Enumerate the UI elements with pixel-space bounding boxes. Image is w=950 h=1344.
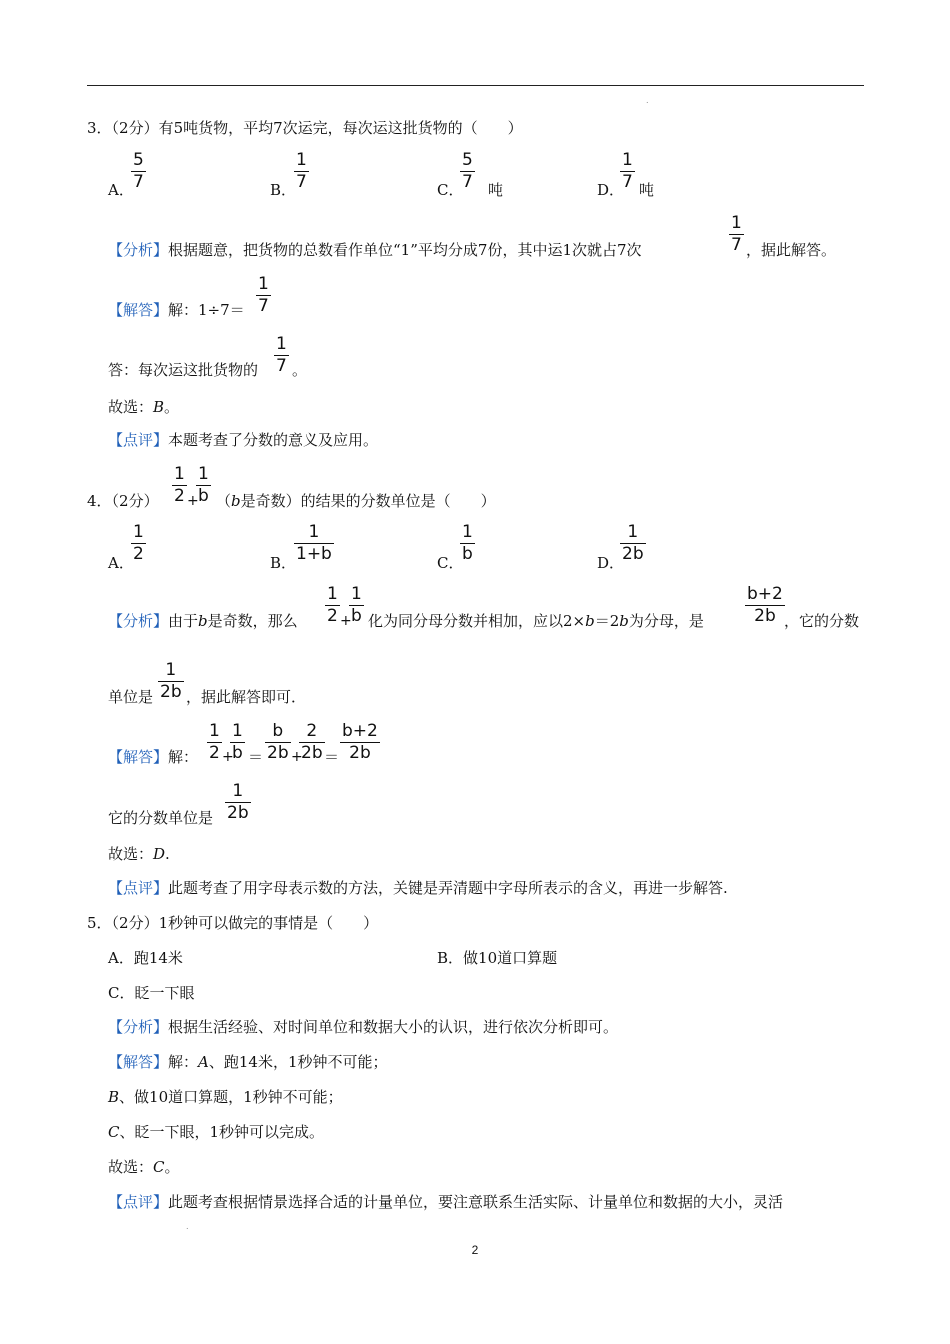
answer-letter-c: C [108, 1123, 120, 1141]
q4-analysis-fraction-2 [349, 585, 364, 626]
footer-dot: . [186, 1222, 189, 1231]
answer-text-a: 、跑14米，1秒钟不可能； [208, 1053, 388, 1071]
q4-option-d-label: D． [597, 554, 625, 572]
q3-option-d-unit: 吨 [639, 181, 655, 199]
q4-analysis-middle [368, 611, 704, 631]
choice-letter: D [153, 845, 166, 863]
comment-text: 本题考查了分数的意义及应用。 [168, 431, 379, 449]
numerator: 5 [462, 150, 473, 170]
analysis-text: 根据生活经验、对时间单位和数据大小的认识，进行依次分析即可。 [168, 1018, 619, 1036]
denominator: 2b [754, 606, 776, 626]
q4-option-a-fraction [131, 523, 146, 564]
q4-unit-text: 单位是 [108, 688, 154, 706]
answer-letter-b: B [108, 1088, 120, 1106]
comment-tag: 【点评】 [108, 431, 169, 449]
q4-unit-answer-text: 它的分数单位是 [108, 809, 214, 827]
denominator: 7 [731, 235, 742, 255]
q4-choice [108, 844, 170, 864]
comment-tag: 【点评】 [108, 1193, 169, 1211]
numerator: b+2 [342, 721, 378, 741]
q3-answer-fraction [256, 275, 271, 316]
answer-text: 解：1÷7＝ [168, 301, 245, 319]
numerator: 1 [174, 464, 185, 484]
q5-stem: 5．（2分）1秒钟可以做完的事情是（ ） [87, 914, 379, 932]
denominator: 2b [349, 743, 371, 763]
answer-letter-a: A [198, 1053, 209, 1071]
q4-answer [108, 747, 198, 767]
q3-analysis-tail: ，据此解答。 [746, 241, 837, 259]
analysis-tag: 【分析】 [108, 1018, 169, 1036]
q3-option-a-label: A． [108, 181, 134, 199]
header-dot: . [646, 96, 649, 105]
q3-option-c-fraction [460, 151, 475, 192]
denominator: 1+b [296, 544, 332, 564]
q4-unit-tail: ，据此解答即可． [186, 688, 307, 706]
analysis-text-e: 为分母，是 [628, 612, 704, 630]
denominator: 2 [174, 486, 185, 506]
numerator: b+2 [747, 584, 783, 604]
q3-comment [108, 430, 378, 450]
q3-answer [108, 300, 245, 320]
q4-answer-fraction-1 [207, 722, 222, 763]
q3-analysis [108, 240, 642, 260]
numerator: 1 [232, 721, 243, 741]
q4-option-b-fraction [294, 523, 334, 564]
q3-option-c-label: C． [437, 181, 464, 199]
answer-text-c: 、眨一下眼，1秒钟可以完成。 [119, 1123, 325, 1141]
q3-option-a-fraction [131, 151, 146, 192]
numerator: 1 [327, 584, 338, 604]
q4-stem-fraction-2 [196, 465, 211, 506]
analysis-tag: 【分析】 [108, 612, 169, 630]
numerator: 1 [209, 721, 220, 741]
q5-option-c: C．眨一下眼 [108, 984, 195, 1002]
q4-unit-answer-fraction [225, 782, 251, 823]
choice-prefix: 故选： [108, 1158, 154, 1176]
numerator: 1 [296, 150, 307, 170]
q3-option-d-label: D． [597, 181, 625, 199]
q5-option-b: B．做10道口算题 [437, 949, 558, 967]
numerator: 1 [198, 464, 209, 484]
answer-text-b: 、做10道口算题，1秒钟不可能； [119, 1088, 343, 1106]
q3-reply-tail: 。 [292, 361, 308, 379]
numerator: 1 [133, 522, 144, 542]
q3-option-b-label: B． [270, 181, 297, 199]
q4-answer-fraction-3 [265, 722, 291, 763]
numerator: 1 [351, 584, 362, 604]
q4-stem-text [216, 491, 496, 511]
denominator: 2b [267, 743, 289, 763]
analysis-text-b: 是奇数，那么 [207, 612, 298, 630]
denominator: 2b [301, 743, 323, 763]
denominator: 2 [327, 606, 338, 626]
q4-option-b-label: B． [270, 554, 297, 572]
analysis-text: 根据题意，把货物的总数看作单位“1”平均分成7份，其中运1次就占7次 [168, 241, 642, 259]
answer-tag: 【解答】 [108, 748, 169, 766]
analysis-text-d: ＝2 [594, 612, 620, 630]
answer-tag: 【解答】 [108, 301, 169, 319]
q3-choice [108, 397, 179, 417]
q3-reply-fraction [274, 335, 289, 376]
denominator: 7 [462, 172, 473, 192]
numerator: 1 [731, 213, 742, 233]
q4-analysis-fraction-1 [325, 585, 340, 626]
q3-option-d-fraction [620, 151, 635, 192]
numerator: 1 [308, 522, 320, 542]
denominator: 7 [622, 172, 633, 192]
analysis-text-c: 化为同分母分数并相加，应以2× [368, 612, 586, 630]
q4-option-c-label: C． [437, 554, 464, 572]
comment-tag: 【点评】 [108, 879, 169, 897]
q4-analysis-plus: + [340, 613, 352, 629]
q4-stem-fraction-1 [172, 465, 187, 506]
denominator: b [351, 606, 362, 626]
denominator: 2b [227, 803, 249, 823]
stem-variable: b [231, 492, 241, 510]
denominator: 2 [133, 544, 144, 564]
q5-answer-b [108, 1087, 343, 1107]
choice-prefix: 故选： [108, 398, 154, 416]
q4-answer-fraction-5 [340, 722, 380, 763]
q3-analysis-fraction [729, 214, 744, 255]
q5-comment [108, 1192, 783, 1212]
q5-option-a: A．跑14米 [108, 949, 183, 967]
choice-tail: . [165, 845, 170, 863]
denominator: 7 [258, 296, 269, 316]
denominator: 7 [296, 172, 307, 192]
answer-text: 解： [168, 748, 199, 766]
q4-answer-fraction-2 [230, 722, 245, 763]
numerator: 1 [622, 150, 633, 170]
q5-answer-a [108, 1052, 388, 1072]
numerator: 1 [165, 660, 177, 680]
choice-letter: C [153, 1158, 165, 1176]
analysis-tag: 【分析】 [108, 241, 169, 259]
comment-text: 此题考查了用字母表示数的方法，关键是弄清题中字母所表示的含义，再进一步解答. [168, 879, 728, 897]
q4-answer-plus-1: + [222, 749, 234, 765]
q4-stem-plus: + [187, 493, 199, 509]
numerator: 5 [133, 150, 144, 170]
denominator: 2 [209, 743, 220, 763]
denominator: b [232, 743, 243, 763]
denominator: 2b [160, 682, 182, 702]
answer-prefix: 解： [168, 1053, 199, 1071]
q4-analysis-fraction-3 [745, 585, 785, 626]
q4-option-d-fraction [620, 523, 646, 564]
q4-analysis-end: ，它的分数 [784, 612, 860, 630]
comment-text: 此题考查根据情景选择合适的计量单位，要注意联系生活实际、计量单位和数据的大小，灵活 [168, 1193, 784, 1211]
stem-text-b: 是奇数）的结果的分数单位是（ ） [240, 492, 496, 510]
choice-prefix: 故选： [108, 845, 154, 863]
analysis-variable-2: b [585, 612, 595, 630]
denominator: b [462, 544, 473, 564]
analysis-text-a: 由于 [168, 612, 199, 630]
choice-letter: B [153, 398, 165, 416]
denominator: 7 [133, 172, 144, 192]
numerator: 1 [627, 522, 639, 542]
numerator: 1 [258, 274, 269, 294]
q4-unit-fraction [158, 661, 184, 702]
numerator: 1 [232, 781, 244, 801]
q3-reply: 答：每次运这批货物的 [108, 361, 259, 379]
q5-choice [108, 1157, 180, 1177]
q4-stem-prefix: 4．（2分） [87, 492, 159, 510]
choice-tail: 。 [164, 398, 180, 416]
q4-analysis-start [108, 611, 298, 631]
denominator: 7 [276, 356, 287, 376]
q5-answer-c [108, 1122, 324, 1142]
page-number: 2 [471, 1243, 479, 1257]
q3-option-c-unit: 吨 [488, 181, 504, 199]
q4-option-a-label: A． [108, 554, 134, 572]
numerator: 1 [462, 522, 473, 542]
analysis-variable-1: b [198, 612, 208, 630]
numerator: b [272, 721, 284, 741]
q4-answer-plus-2: + [291, 749, 303, 765]
q3-option-b-fraction [294, 151, 309, 192]
q4-answer-fraction-4 [299, 722, 325, 763]
choice-tail: 。 [164, 1158, 180, 1176]
q5-analysis [108, 1017, 618, 1037]
numerator: 2 [306, 721, 318, 741]
q3-stem: 3．（2分）有5吨货物，平均7次运完，每次运这批货物的（ ） [87, 119, 523, 137]
denominator: 2b [622, 544, 644, 564]
stem-text-a: （ [216, 492, 232, 510]
q4-answer-equals-2: ＝ [324, 748, 340, 766]
numerator: 1 [276, 334, 287, 354]
analysis-variable-3: b [619, 612, 629, 630]
q4-answer-equals-1: ＝ [248, 748, 264, 766]
q4-comment [108, 878, 728, 898]
answer-tag: 【解答】 [108, 1053, 169, 1071]
q4-option-c-fraction [460, 523, 475, 564]
denominator: b [198, 486, 209, 506]
header-rule [87, 85, 864, 86]
